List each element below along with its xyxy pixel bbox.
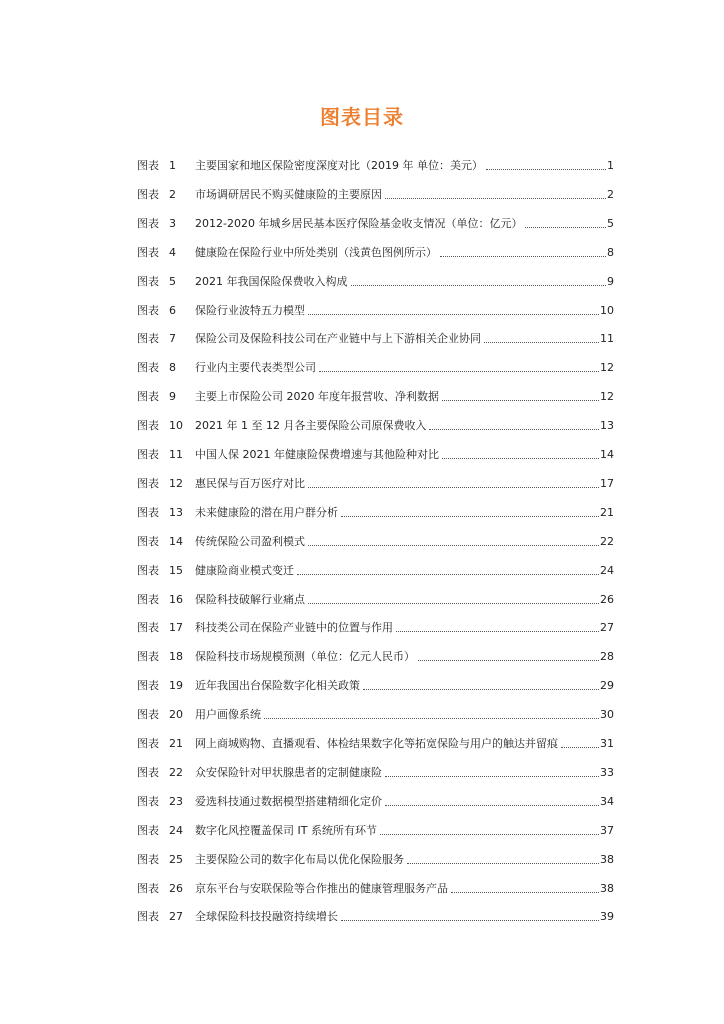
page-number: 29 [600, 679, 614, 693]
page-number: 12 [600, 361, 614, 375]
figure-title: 众安保险针对甲状腺患者的定制健康险 [195, 765, 382, 779]
figure-number: 24 [169, 823, 183, 837]
figure-number: 13 [169, 505, 183, 519]
figure-title: 2012-2020 年城乡居民基本医疗保险基金收支情况（单位：亿元） [195, 216, 523, 230]
page-number: 21 [600, 505, 614, 519]
dot-leader [297, 573, 599, 575]
dot-leader [319, 370, 599, 372]
figure-label [137, 503, 195, 523]
figure-number: 27 [169, 910, 183, 924]
figure-label [137, 618, 195, 638]
figure-prefix: 图表 [137, 621, 159, 635]
figure-prefix: 图表 [137, 563, 159, 577]
figure-number: 14 [169, 534, 183, 548]
dot-leader [341, 919, 599, 921]
figure-title: 科技类公司在保险产业链中的位置与作用 [195, 621, 393, 635]
figure-title: 数字化风控覆盖保司 IT 系统所有环节 [195, 823, 377, 837]
page-number: 11 [600, 332, 614, 346]
dot-leader [396, 630, 599, 632]
page-number: 38 [600, 852, 614, 866]
toc-entry[interactable] [137, 358, 614, 378]
figure-title: 传统保险公司盈利模式 [195, 534, 305, 548]
toc-entry[interactable] [137, 792, 614, 812]
page-number: 10 [600, 303, 614, 317]
figure-prefix: 图表 [137, 765, 159, 779]
figure-number: 16 [169, 592, 183, 606]
figure-number: 22 [169, 765, 183, 779]
figure-title: 网上商城购物、直播观看、体检结果数字化等拓宽保险与用户的触达并留痕 [195, 737, 558, 750]
figure-title: 市场调研居民不购买健康险的主要原因 [195, 187, 382, 201]
toc-entry[interactable] [137, 272, 614, 292]
figure-title: 中国人保 2021 年健康险保费增速与其他险种对比 [195, 448, 439, 461]
toc-entry[interactable] [137, 503, 614, 523]
figure-number: 8 [169, 361, 176, 375]
figure-label [137, 185, 195, 205]
figure-title: 用户画像系统 [195, 708, 261, 722]
figure-label [137, 387, 195, 407]
dot-leader [486, 168, 606, 170]
figure-label [137, 590, 195, 610]
dot-leader [451, 891, 599, 893]
figure-title: 主要上市保险公司 2020 年度年报营收、净利数据 [195, 390, 439, 404]
figure-prefix: 图表 [137, 476, 159, 490]
toc-entry[interactable] [137, 647, 614, 667]
figure-title: 主要保险公司的数字化布局以优化保险服务 [195, 852, 404, 866]
dot-leader [407, 862, 599, 864]
toc-entry[interactable] [137, 416, 614, 436]
figure-label [137, 676, 195, 696]
dot-leader [525, 226, 606, 228]
toc-entry[interactable] [137, 590, 614, 610]
figure-number: 5 [169, 274, 176, 288]
figure-label [137, 561, 195, 581]
toc-entry[interactable] [137, 532, 614, 552]
figure-title: 未来健康险的潜在用户群分析 [195, 505, 338, 519]
figure-number: 23 [169, 794, 183, 808]
figure-prefix: 图表 [137, 823, 159, 837]
figure-label [137, 301, 195, 321]
toc-entry[interactable] [137, 185, 614, 205]
figure-label [137, 763, 195, 783]
toc-entry[interactable] [137, 214, 614, 234]
toc-entry[interactable] [137, 474, 614, 494]
figure-title: 保险科技破解行业痛点 [195, 592, 305, 606]
page-number: 9 [607, 274, 614, 288]
dot-leader [429, 428, 599, 430]
figure-title: 京东平台与安联保险等合作推出的健康管理服务产品 [195, 881, 448, 895]
figure-prefix: 图表 [137, 881, 159, 895]
figure-title: 近年我国出台保险数字化相关政策 [195, 679, 360, 693]
figure-label [137, 243, 195, 263]
figure-label [137, 647, 195, 667]
figure-title: 行业内主要代表类型公司 [195, 361, 316, 375]
toc-entry[interactable] [137, 156, 614, 176]
figure-prefix: 图表 [137, 679, 159, 693]
figure-number: 2 [169, 187, 176, 201]
page-number: 27 [600, 621, 614, 635]
toc-entry[interactable] [137, 329, 614, 349]
figure-number: 19 [169, 679, 183, 693]
toc-entry[interactable] [137, 907, 614, 927]
figure-prefix: 图表 [137, 245, 159, 259]
figure-number: 11 [169, 448, 183, 461]
figure-number: 17 [169, 621, 183, 635]
dot-leader [484, 341, 599, 343]
dot-leader [442, 457, 599, 459]
dot-leader [440, 255, 606, 257]
dot-leader [351, 284, 607, 286]
dot-leader [363, 688, 599, 690]
figure-title: 全球保险科技投融资持续增长 [195, 910, 338, 924]
page-number: 1 [607, 159, 614, 172]
toc-entry[interactable] [137, 763, 614, 783]
page-number: 38 [600, 881, 614, 895]
page-number: 37 [600, 823, 614, 837]
figure-prefix: 图表 [137, 852, 159, 866]
figure-title: 主要国家和地区保险密度深度对比（2019 年 单位：美元） [195, 159, 483, 172]
page-number: 14 [600, 448, 614, 461]
figure-number: 3 [169, 216, 176, 230]
dot-leader [442, 399, 599, 401]
dot-leader [561, 746, 599, 748]
dot-leader [308, 544, 599, 546]
toc-entry[interactable] [137, 734, 614, 754]
figure-prefix: 图表 [137, 159, 159, 172]
figure-label [137, 358, 195, 378]
toc-entry[interactable] [137, 561, 614, 581]
figure-title: 健康险商业模式变迁 [195, 563, 294, 577]
figure-number: 10 [169, 419, 183, 433]
figure-prefix: 图表 [137, 650, 159, 664]
figure-label [137, 850, 195, 870]
dot-leader [385, 804, 599, 806]
figure-prefix: 图表 [137, 187, 159, 201]
page-number: 33 [600, 765, 614, 779]
page-title: 图表目录 [320, 105, 404, 130]
toc-entry[interactable] [137, 243, 614, 263]
figure-label [137, 156, 195, 176]
page-number: 13 [600, 419, 614, 433]
figure-prefix: 图表 [137, 332, 159, 346]
figure-prefix: 图表 [137, 534, 159, 548]
toc-entry[interactable] [137, 676, 614, 696]
figure-title: 惠民保与百万医疗对比 [195, 476, 305, 490]
toc-entry[interactable] [137, 387, 614, 407]
figure-number: 9 [169, 390, 176, 404]
page-number: 5 [607, 216, 614, 230]
page-number: 24 [600, 563, 614, 577]
toc-entry[interactable] [137, 821, 614, 841]
dot-leader [308, 313, 599, 315]
dot-leader [308, 602, 599, 604]
figure-title: 2021 年我国保险保费收入构成 [195, 274, 348, 288]
figure-title: 保险公司及保险科技公司在产业链中与上下游相关企业协同 [195, 332, 481, 346]
figure-label [137, 214, 195, 234]
page-number: 17 [600, 476, 614, 490]
figure-label [137, 734, 195, 754]
dot-leader [380, 833, 599, 835]
dot-leader [418, 659, 599, 661]
figure-prefix: 图表 [137, 592, 159, 606]
figure-number: 12 [169, 476, 183, 490]
dot-leader [264, 717, 599, 719]
figure-prefix: 图表 [137, 274, 159, 288]
figure-title: 保险行业波特五力模型 [195, 303, 305, 317]
figure-number: 18 [169, 650, 183, 664]
figure-title: 爱选科技通过数据模型搭建精细化定价 [195, 794, 382, 808]
page-number: 34 [600, 794, 614, 808]
figure-label [137, 907, 195, 927]
figure-title: 2021 年 1 至 12 月各主要保险公司原保费收入 [195, 419, 427, 433]
figure-number: 26 [169, 881, 183, 895]
page-number: 30 [600, 708, 614, 722]
figure-number: 1 [169, 159, 176, 172]
figure-label [137, 879, 195, 899]
figure-number: 20 [169, 708, 183, 722]
dot-leader [385, 197, 606, 199]
figure-prefix: 图表 [137, 737, 159, 750]
figure-label [137, 474, 195, 494]
toc-entry[interactable] [137, 445, 614, 465]
page-number: 22 [600, 534, 614, 548]
figure-prefix: 图表 [137, 708, 159, 722]
figure-number: 21 [169, 737, 183, 750]
figure-number: 4 [169, 245, 176, 259]
page-number: 12 [600, 390, 614, 404]
figure-label [137, 445, 195, 465]
figure-prefix: 图表 [137, 794, 159, 808]
page-number: 28 [600, 650, 614, 664]
toc-entry[interactable] [137, 850, 614, 870]
figure-number: 25 [169, 852, 183, 866]
figure-number: 7 [169, 332, 176, 346]
page-number: 26 [600, 592, 614, 606]
figure-label [137, 532, 195, 552]
dot-leader [385, 775, 599, 777]
figure-label [137, 821, 195, 841]
figure-prefix: 图表 [137, 910, 159, 924]
figure-prefix: 图表 [137, 419, 159, 433]
figure-label [137, 416, 195, 436]
figure-prefix: 图表 [137, 303, 159, 317]
figure-prefix: 图表 [137, 361, 159, 375]
figure-label [137, 272, 195, 292]
toc-entry[interactable] [137, 879, 614, 899]
figure-prefix: 图表 [137, 216, 159, 230]
page-number: 2 [607, 187, 614, 201]
figure-label [137, 792, 195, 812]
dot-leader [341, 515, 599, 517]
toc-entry[interactable] [137, 705, 614, 725]
toc-entry[interactable] [137, 301, 614, 321]
page-number: 31 [600, 737, 614, 750]
dot-leader [308, 486, 599, 488]
toc-entry[interactable] [137, 618, 614, 638]
page-number: 8 [607, 245, 614, 259]
figure-title: 健康险在保险行业中所处类别（浅黄色图例所示） [195, 245, 437, 259]
page-number: 39 [600, 910, 614, 924]
figure-title: 保险科技市场规模预测（单位：亿元人民币） [195, 650, 415, 664]
figure-prefix: 图表 [137, 390, 159, 404]
figure-label [137, 329, 195, 349]
figure-number: 15 [169, 563, 183, 577]
figure-prefix: 图表 [137, 505, 159, 519]
figure-prefix: 图表 [137, 448, 159, 461]
figure-number: 6 [169, 303, 176, 317]
figure-label [137, 705, 195, 725]
